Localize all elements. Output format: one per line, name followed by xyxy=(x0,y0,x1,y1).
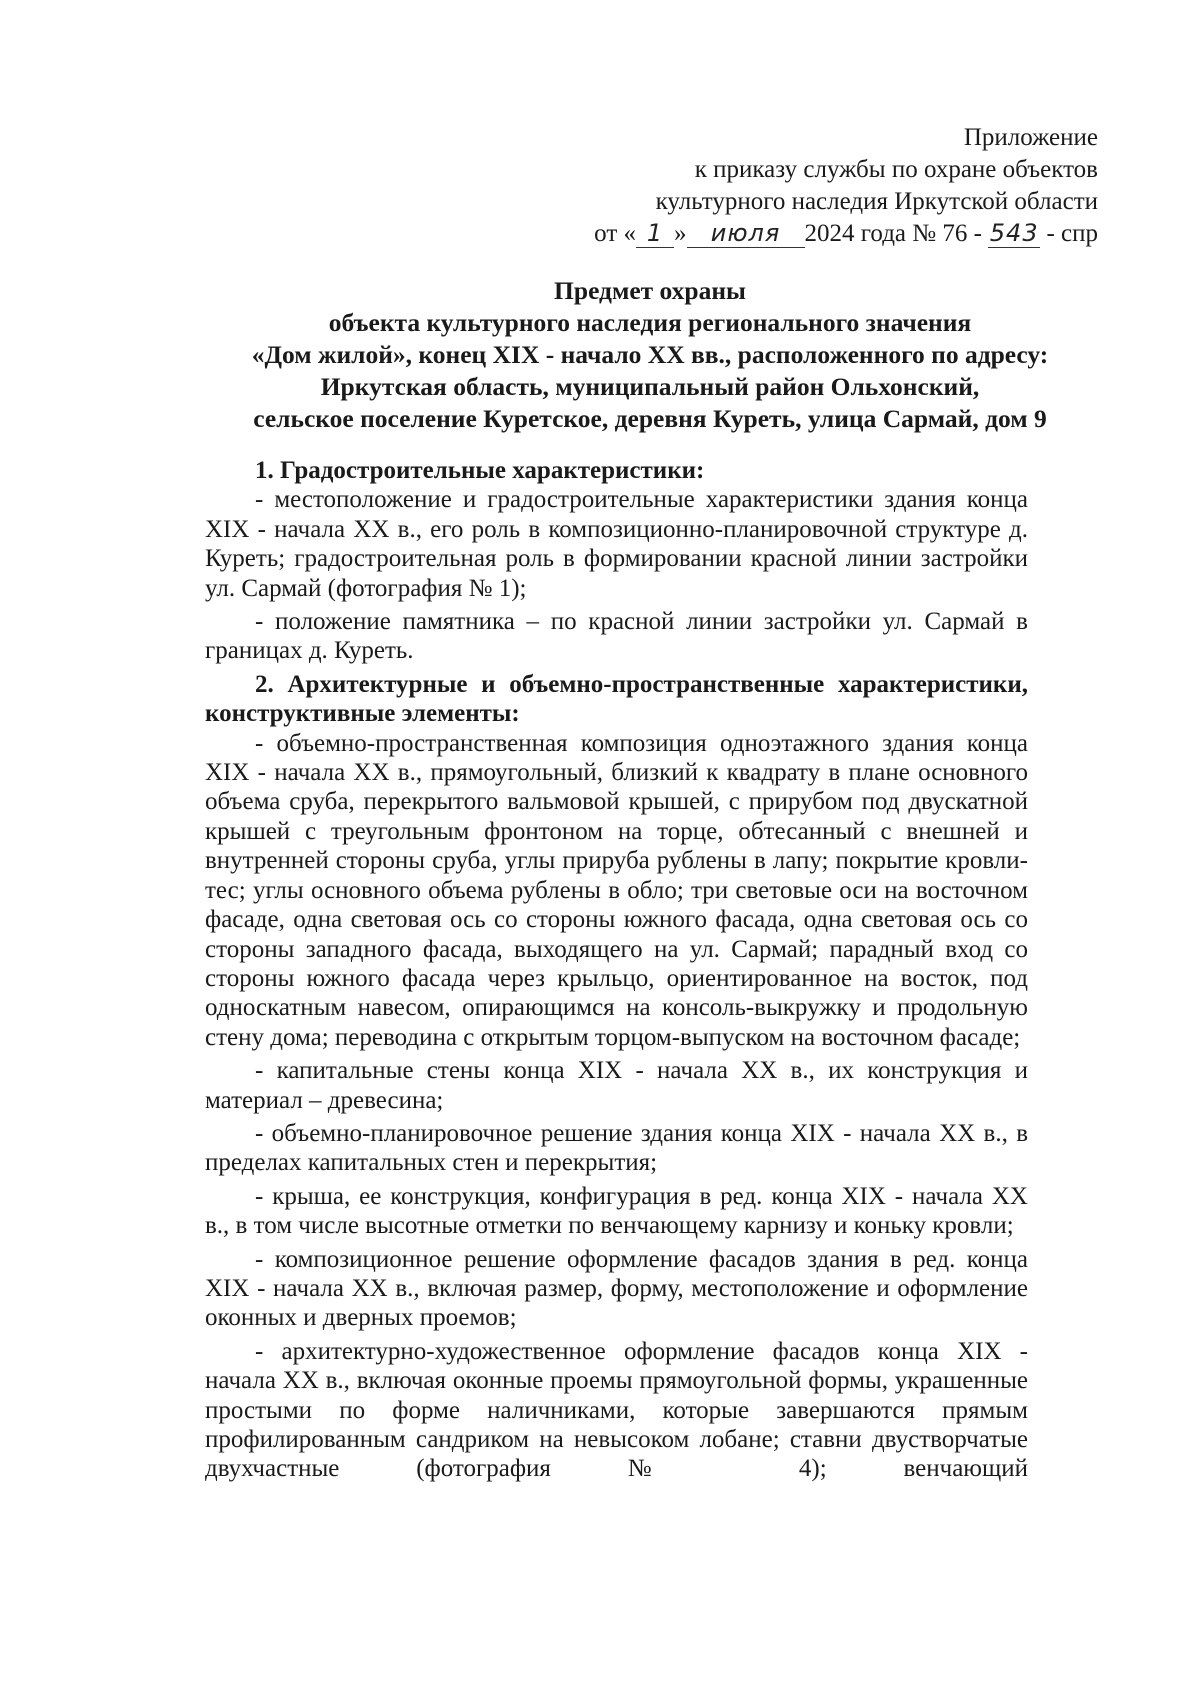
section-2-paragraph-6: - архитектурно-художественное оформление фасадов конца XIX - начала XX в., включая оконные проемы прямоугольной формы, украшенные простыми по форме наличниками, которые завершаются прямым профилированным сандриком на невысоком лобане; ставни двустворчатые двухчастные (фотография № 4); венчающий xyxy=(205,1337,1028,1483)
title-line-3: «Дом жилой», конец XIX - начало XX вв., расположенного по адресу: xyxy=(251,340,1049,369)
title-line-4: Иркутская область, муниципальный район Ольхонский, xyxy=(320,372,980,401)
document-body xyxy=(205,456,1028,1484)
title-line-2: объекта культурного наследия регионального значения xyxy=(328,308,972,337)
appendix-agency: культурного наследия Иркутской области xyxy=(655,188,1098,215)
title-line-1: Предмет охраны xyxy=(554,276,746,305)
day-blank xyxy=(636,220,674,248)
section-2-paragraph-2: - капитальные стены конца XIX - начала XX в., их конструкция и материал – древесина; xyxy=(205,1057,1028,1114)
section-2-heading: 2. Архитектурные и объемно-пространственные характеристики, конструктивные элементы: xyxy=(205,670,1028,728)
number-blank xyxy=(988,220,1040,248)
date-prefix: от « xyxy=(594,220,637,247)
document-title xyxy=(190,275,1110,435)
section-2-paragraph-4: - крыша, ее конструкция, конфигурация в ред. конца XIX - начала XX в., в том числе высотные отметки по венчающему карнизу и коньку кровли; xyxy=(205,1182,1028,1240)
month-blank xyxy=(687,220,805,248)
appendix-date-line xyxy=(594,218,1098,250)
appendix-order-ref: к приказу службы по охране объектов xyxy=(694,156,1098,183)
section-2-paragraph-1: - объемно-пространственная композиция одноэтажного здания конца XIX - начала XX в., прямоугольный, близкий к квадрату в плане основного объема сруба, перекрытого вальмовой крышей, с прирубом под двускатной крышей с треугольным фронтоном на торце, обтесанный с внешней и внутренней стороны сруба, углы прируба рублены в лапу; покрытие кровли- тес; углы основного объема рублены в обло; три световые оси на восточном фасаде, одна световая ось со стороны южного фасада, одна световая ось со стороны западного фасада, выходящего на ул. Сармай; парадный вход со стороны южного фасада через крыльцо, ориентированное на восток, под односкатным навесом, опирающимся на консоль-выкружку и продольную стену дома; переводина с открытым торцом-выпуском на восточном фасаде; xyxy=(205,729,1028,1051)
handwritten-month: июля xyxy=(710,219,781,247)
order-suffix: - спр xyxy=(1046,220,1098,247)
appendix-header xyxy=(594,122,1098,250)
section-2-paragraph-5: - композиционное решение оформление фасадов здания в ред. конца XIX - начала XX в., включая размер, форму, местоположение и оформление оконных и дверных проемов; xyxy=(205,1245,1028,1332)
appendix-label: Приложение xyxy=(963,124,1098,151)
handwritten-day: 1 xyxy=(646,219,664,247)
section-1-paragraph-1: - местоположение и градостроительные характеристики здания конца XIX - начала XX в., его роль в композиционно-планировочной структуре д. Куреть; градостроительная роль в формировании красной линии застройки ул. Сармай (фотография № 1); xyxy=(205,486,1028,602)
title-line-5: сельское поселение Куретское, деревня Куреть, улица Сармай, дом 9 xyxy=(253,404,1047,433)
section-2-paragraph-3: - объемно-планировочное решение здания конца XIX - начала XX в., в пределах капитальных стен и перекрытия; xyxy=(205,1119,1028,1177)
date-quote-close: » xyxy=(674,220,687,247)
section-1-heading: 1. Градостроительные характеристики: xyxy=(255,457,705,484)
order-year-number: 2024 года № 76 - xyxy=(804,220,982,247)
handwritten-number: 543 xyxy=(989,219,1039,247)
section-1-paragraph-2: - положение памятника – по красной линии застройки ул. Сармай в границах д. Куреть. xyxy=(205,608,1028,665)
